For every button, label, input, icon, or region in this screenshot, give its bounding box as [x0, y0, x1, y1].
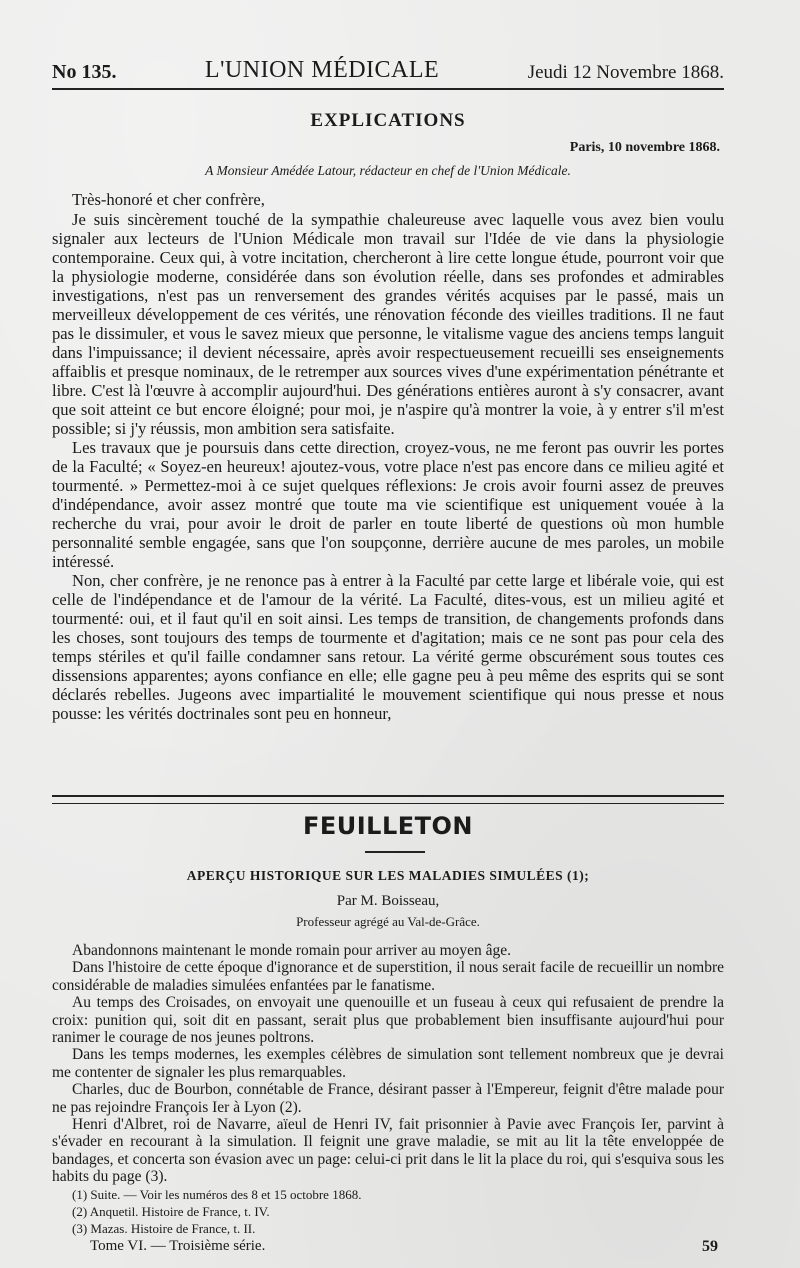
journal-title: L'UNION MÉDICALE [204, 57, 440, 83]
page-header [52, 52, 724, 90]
issue-date: Jeudi 12 Novembre 1868. [527, 62, 724, 83]
author-title: Professeur agrégé au Val-de-Grâce. [296, 914, 480, 929]
section-divider [52, 795, 724, 804]
footnote: (1) Suite. — Voir les numéros des 8 et 15 octobre 1868. [72, 1187, 362, 1202]
issue-number: No 135. [52, 61, 117, 83]
heading-rule [365, 851, 425, 853]
section-title: EXPLICATIONS [310, 110, 466, 131]
article-author: Par M. Boisseau, [336, 893, 440, 909]
letter-salutation: Très-honoré et cher confrère, [72, 190, 265, 209]
page-footer [52, 1238, 724, 1256]
feuilleton-body [52, 942, 724, 1186]
letter-paragraph: Je suis sincèrement touché de la sympathie chaleureuse avec laquelle vous avez bien voulu signaler aux lecteurs de l'Union Médicale mon travail sur l'Idée de vie dans la physiologie contemporaine. Ceux qui, à votre incitation, chercheront à lire cette longue étude, pourront voir que la physiologie moderne, considérée dans son évolution réelle, dans ses profondes et admirables investigations, n'est pas un renversement des grandes vérités acquises par le passé, mais un merveilleux développement de ces vérités, une rénovation féconde des vieilles traditions. Il ne faut pas le dissimuler, et vous le savez mieux que personne, le vitalisme vague des anciens temps languit dans l'impuissance; il devient nécessaire, après avoir respectueusement recueilli ses enseignements affaiblis et presque nominaux, de le retremper aux sources vives d'une expérimentation pénétrante et libre. C'est là l'œuvre à accomplir aujourd'hui. Des générations entières auront à s'y consacrer, avant que soit atteint ce but encore éloigné; pour moi, je n'aspire qu'à montrer la voie, à y entrer s'il m'est possible; si j'y réussis, mon ambition sera satisfaite. [52, 210, 724, 438]
letter-body [52, 190, 724, 723]
feuilleton-paragraph: Henri d'Albret, roi de Navarre, aïeul de Henri IV, fait prisonnier à Pavie avec François Ier, parvint à s'évader en recourant à la simulation. Il feignit une grave maladie, se mit au lit la tête enveloppée de bandages, et concerta son évasion avec un page: celui-ci prit dans le lit la place du roi, qui s'esquiva sous les habits du page (3). [52, 1116, 724, 1186]
page-number: 59 [702, 1238, 718, 1255]
footnote: (2) Anquetil. Histoire de France, t. IV. [72, 1204, 270, 1219]
feuilleton-paragraph: Dans les temps modernes, les exemples célèbres de simulation sont tellement nombreux que je devrai me contenter de signaler les plus remarquables. [52, 1046, 724, 1081]
article-title: APERÇU HISTORIQUE SUR LES MALADIES SIMULÉES (1); [186, 868, 590, 883]
tome-label: Tome VI. — Troisième série. [90, 1238, 266, 1254]
feuilleton-paragraph: Abandonnons maintenant le monde romain pour arriver au moyen âge. [72, 942, 512, 959]
feuilleton-paragraph: Charles, duc de Bourbon, connétable de France, désirant passer à l'Empereur, feignit d'être malade pour ne pas rejoindre François Ier à Lyon (2). [52, 1081, 724, 1116]
letter-place-date: Paris, 10 novembre 1868. [569, 140, 720, 155]
footnote: (3) Mazas. Histoire de France, t. II. [72, 1221, 256, 1236]
letter-paragraph: Les travaux que je poursuis dans cette direction, croyez-vous, ne me feront pas ouvrir les portes de la Faculté; « Soyez-en heureux! ajoutez-vous, votre place n'est pas encore dans ce milieu agité et tourmenté. » Permettez-moi à ce sujet quelques réflexions: Je crois avoir fourni assez de preuves d'indépendance, avoir assez montré que toute ma vie scientifique est uniquement vouée à la recherche du vrai, pour avoir le droit de parler en toute liberté de questions où mon humble personnalité semble engagée, sans que l'on soupçonne, derrière aucune de mes paroles, un mobile intéressé. [52, 438, 724, 571]
letter-paragraph: Non, cher confrère, je ne renonce pas à entrer à la Faculté par cette large et libérale voie, qui est celle de l'indépendance et de l'amour de la vérité. La Faculté, dites-vous, est un milieu agité et tourmenté: oui, et il faut qu'il en soit ainsi. Les temps de transition, de changements profonds dans les choses, sont toujours des temps de tourmente et d'agitation; mais ce ne sont pas pour cela des temps stériles et qu'il faille condamner sans retour. La vérité germe obscurément sous toutes ces dissensions apparentes; ayons confiance en elle; elle gagne peu à peu même des esprits qui se sont déclarés rebelles. Jugeons avec impartialité le mouvement scientifique qui nous presse et nous pousse: les vérités doctrinales sont peu en honneur, [52, 571, 724, 723]
feuilleton-heading: FEUILLETON [302, 812, 474, 840]
letter-address: A Monsieur Amédée Latour, rédacteur en chef de l'Union Médicale. [205, 163, 571, 178]
footnotes [52, 1186, 724, 1237]
feuilleton-paragraph: Au temps des Croisades, on envoyait une quenouille et un fuseau à ceux qui refusaient de prendre la croix: punition qui, soit dit en passant, serait plus que probablement bien insuffisante aujourd'hui pour ranimer le courage de nos jeunes poltrons. [52, 994, 724, 1047]
feuilleton-paragraph: Dans l'histoire de cette époque d'ignorance et de superstition, il nous serait facile de recueillir un nombre considérable de maladies simulées enfantées par le fanatisme. [52, 959, 724, 994]
